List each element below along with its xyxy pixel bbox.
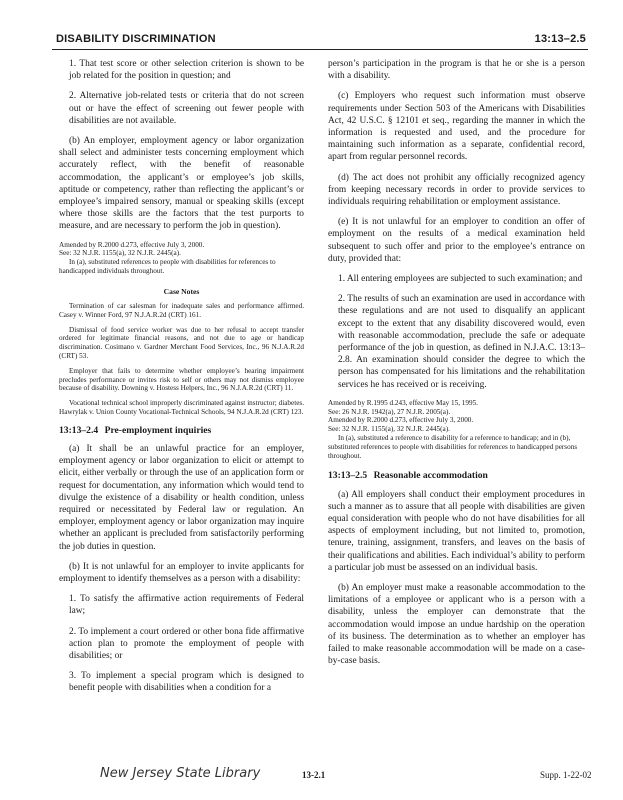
section-title: Pre-employment inquiries	[104, 424, 212, 436]
right-column	[328, 58, 585, 676]
case-note: Employer that fails to determine whether employee’s hearing impairment precludes performance or invites risk to self or others may not dismiss employee because of disability. Downing v. Hostess Helpers, Inc., 96 N.J.A.R.2d (CRT) 11.	[59, 366, 304, 393]
paragraph: 1. To satisfy the affirmative action requirements of Federal law;	[69, 594, 304, 617]
paragraph: (c) Employers who request such information must observe requirements under Section 503 of the Americans with Disabilities Act, 42 U.S.C. § 12101 et seq., regarding the manner in which the information is requested and used, and the procedure for maintaining such information as a separate, confidential record, apart from regular personnel records.	[328, 91, 585, 163]
left-column	[59, 58, 304, 703]
paragraph: 1. That test score or other selection criterion is shown to be job related for the position in question; and	[69, 59, 304, 82]
paragraph: (e) It is not unlawful for an employer to condition an offer of employment on the results of a medical examination held subsequent to such offer and prior to the employee’s entrance on duty, provided that:	[328, 217, 585, 264]
history-line: See: 32 N.J.R. 1155(a), 32 N.J.R. 2445(a).	[328, 425, 450, 434]
paragraph: (b) An employer, employment agency or labor organization shall select and administer tests concerning employment which accurately reflect, with the benefit of reasonable accommodation, the applicant’s or employee’s job skills, aptitude or competency, rather than reflecting the applicant’s or employee’s impaired sensory, manual or speaking skills (except where those skills are the factors that the test purports to measure, and are necessary to perform the job in question).	[59, 136, 304, 232]
section-heading	[328, 470, 585, 482]
paragraph: 1. All entering employees are subjected to such examination; and	[338, 274, 583, 285]
history-line: Amended by R.2000 d.273, effective July 3, 2000.	[328, 416, 474, 425]
section-title: Reasonable accommodation	[373, 470, 488, 482]
paragraph: (d) The act does not prohibit any officially recognized agency from keeping necessary records in order to provide services to individuals requiring rehabilitation or employment assistance.	[328, 172, 585, 208]
paragraph: (b) An employer must make a reasonable accommodation to the limitations of a employee or applicant who is a person with a disability, unless the employer can demonstrate that the accommodation would impose an undue hardship on the operation of its business. The determination as to whether an employer has failed to make reasonable accommodation will be made on a case-by-case basis.	[328, 583, 585, 667]
case-notes-title: Case Notes	[163, 286, 200, 296]
history-line: See: 32 N.J.R. 1155(a), 32 N.J.R. 2445(a).	[59, 249, 181, 258]
case-note: Vocational technical school improperly discriminated against instructor; diabetes. Hawrylak v. Union County Vocational-Technical Schools, 94 N.J.A.R.2d (CRT) 123.	[59, 399, 304, 416]
case-note: Termination of car salesman for inadequate sales and performance affirmed. Casey v. Winner Ford, 97 N.J.A.R.2d (CRT) 161.	[59, 302, 304, 319]
history-line: Amended by R.1995 d.243, effective May 15, 1995.	[328, 398, 478, 407]
section-heading	[59, 425, 304, 437]
history-note	[59, 241, 304, 276]
history-line: Amended by R.2000 d.273, effective July 3, 2000.	[59, 240, 205, 249]
library-stamp: New Jersey State Library	[100, 766, 261, 781]
paragraph: 2. Alternative job-related tests or criteria that do not screen out or have the effect of screening out fewer people with disabilities are not available.	[69, 91, 304, 126]
page-number: 13-2.1	[302, 770, 326, 780]
page-footer	[0, 764, 623, 784]
paragraph: 3. To implement a special program which is designed to benefit people with disabilities when a condition for a	[69, 671, 304, 694]
history-line: In (a), substituted a reference to disability for a reference to handicap; and in (b), substituted references to people with disabilities for references to handicapped persons throughout.	[328, 434, 578, 460]
paragraph: person’s participation in the program is that he or she is a person with a disability.	[328, 59, 585, 82]
paragraph: (b) It is not unlawful for an employer to invite applicants for employment to identify themselves as a person with a disability:	[59, 561, 304, 585]
case-note: Dismissal of food service worker was due to her refusal to accept transfer ordered for legitimate financial reasons, and not due to age or handicap discrimination. Cosimano v. Gardner Merchant Food Services, Inc., 96 N.J.A.R.2d (CRT) 53.	[59, 325, 304, 361]
paragraph: (a) All employers shall conduct their employment procedures in such a manner as to assure that all people with disabilities are given equal consideration with people who do not have disabilities for all aspects of employment including, but not limited to, promotion, tenure, training, assignment, transfers, and leaves on the basis of their qualifications and abilities. Each individual’s ability to perform a particular job must be assessed on an individual basis.	[328, 489, 585, 573]
section-number: 13:13–2.4	[59, 424, 99, 436]
paragraph: 2. The results of such an examination are used in accordance with these regulations and are not used to disqualify an applicant except to the extent that any disability discovered would, even with reasonable accommodation, preclude the safe or adequate performance of the job in question, as defined in N.J.A.C. 13:13–2.8. An examination should consider the degree to which the person has compensated for his limitations and the rehabilitation services he has received or is receiving.	[338, 294, 585, 390]
header-section-range: 13:13–2.5	[534, 33, 586, 45]
history-note	[328, 399, 585, 461]
section-number: 13:13–2.5	[328, 470, 368, 482]
header-title: DISABILITY DISCRIMINATION	[56, 33, 216, 45]
supplement-date: Supp. 1-22-02	[540, 770, 592, 780]
paragraph: (a) It shall be an unlawful practice for an employer, employment agency or labor organization to elicit or attempt to elicit, either verbally or through the use of an application form or request for documentation, any information which would tend to divulge the existence of a disability or health condition, unless required or necessitated by Federal law or regulation. An employer, employment agency or labor organization may inquire whether an applicant is precluded from satisfactorily performing the job duties in question.	[59, 444, 304, 552]
running-header	[52, 31, 588, 50]
paragraph: 2. To implement a court ordered or other bona fide affirmative action plan to promote the employment of people with disabilities; or	[69, 626, 304, 662]
history-line: In (a), substituted references to people with disabilities for references to handicapped individuals throughout.	[59, 258, 276, 276]
history-line: See: 26 N.J.R. 1942(a), 27 N.J.R. 2005(a).	[328, 407, 451, 416]
